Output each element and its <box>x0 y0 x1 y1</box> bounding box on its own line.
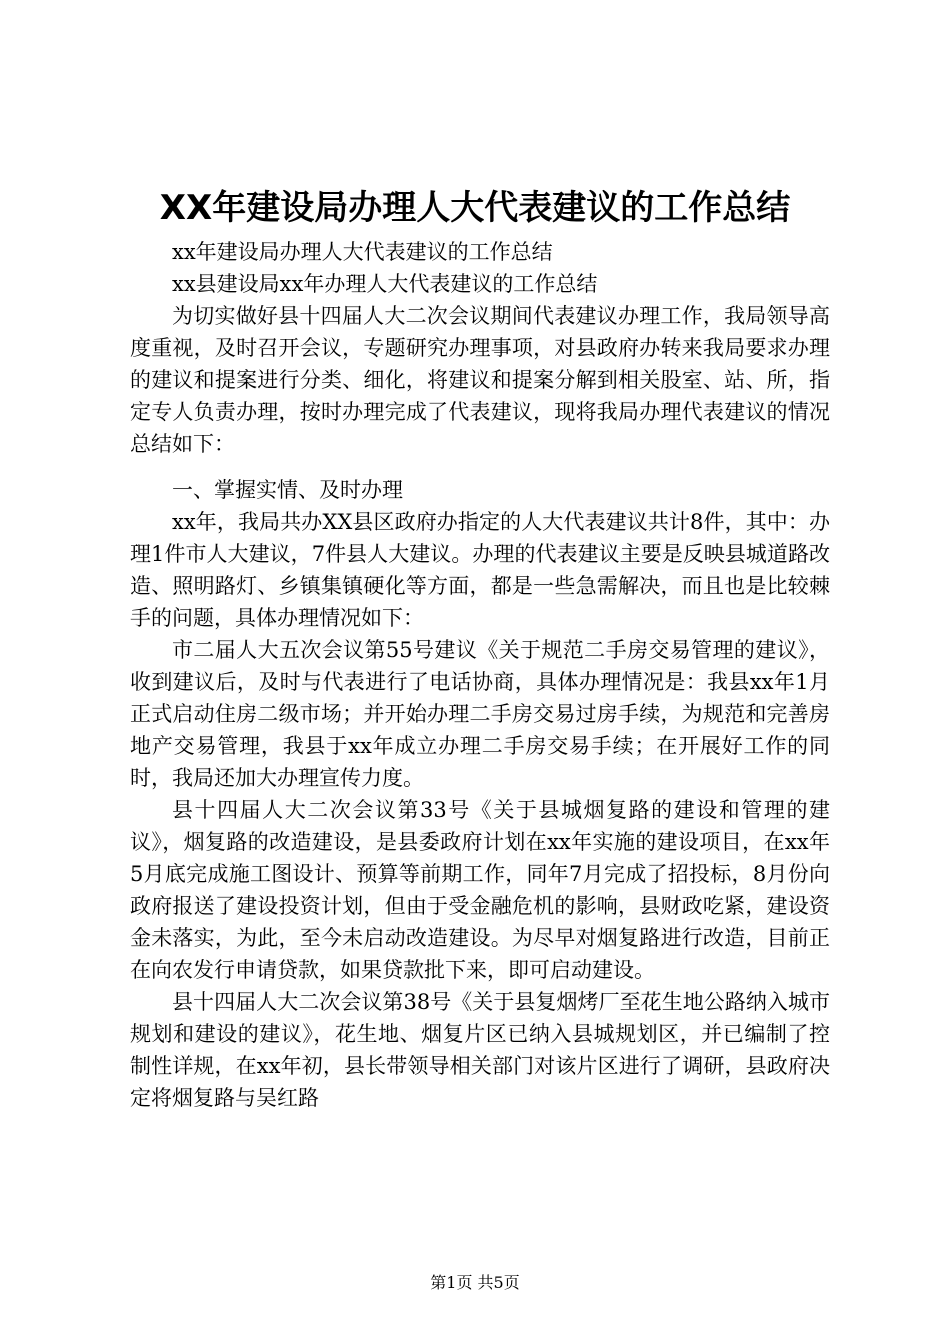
paragraph-suggestion-55: 市二届人大五次会议第55号建议《关于规范二手房交易管理的建议》，收到建议后，及时与代表进行了电话协商，具体办理情况是：我县xx年1月正式启动住房二级市场；并开始办理二手房交易过房手续，为规范和完善房地产交易管理，我县于xx年成立办理二手房交易手续；在开展好工作的同时，我局还加大办理宣传力度。 <box>130 638 830 790</box>
subtitle-line-2: xx县建设局xx年办理人大代表建议的工作总结 <box>172 272 598 296</box>
document-body <box>130 236 830 1114</box>
section-heading-1: 一、掌握实情、及时办理 <box>172 478 403 502</box>
paragraph-suggestion-33: 县十四届人大二次会议第33号《关于县城烟复路的建设和管理的建议》，烟复路的改造建设，是县委政府计划在xx年实施的建设项目，在xx年5月底完成施工图设计、预算等前期工作，同年7月完成了招投标，8月份向政府报送了建设投资计划，但由于受金融危机的影响，县财政吃紧，建设资金未落实，为此，至今未启动改造建设。为尽早对烟复路进行改造，目前正在向农发行申请贷款，如果贷款批下来，即可启动建设。 <box>130 798 830 982</box>
paragraph-suggestion-38: 县十四届人大二次会议第38号《关于县复烟烤厂至花生地公路纳入城市规划和建设的建议》，花生地、烟复片区已纳入县城规划区，并已编制了控制性详规，在xx年初，县长带领导相关部门对该片区进行了调研，县政府决定将烟复路与吴红路 <box>130 990 830 1110</box>
subtitle-line-1: xx年建设局办理人大代表建议的工作总结 <box>172 240 553 264</box>
intro-paragraph: 为切实做好县十四届人大二次会议期间代表建议办理工作，我局领导高度重视，及时召开会议，专题研究办理事项，对县政府办转来我局要求办理的建议和提案进行分类、细化，将建议和提案分解到相关股室、站、所，指定专人负责办理，按时办理完成了代表建议，现将我局办理代表建议的情况总结如下： <box>130 304 830 456</box>
page-number-footer: 第1页 共5页 <box>430 1273 520 1292</box>
document-title: XX年建设局办理人大代表建议的工作总结 <box>159 188 791 228</box>
paragraph-overview: xx年，我局共办XX县区政府办指定的人大代表建议共计8件，其中：办理1件市人大建议，7件县人大建议。办理的代表建议主要是反映县城道路改造、照明路灯、乡镇集镇硬化等方面，都是一些急需解决，而且也是比较棘手的问题，具体办理情况如下： <box>130 510 830 630</box>
